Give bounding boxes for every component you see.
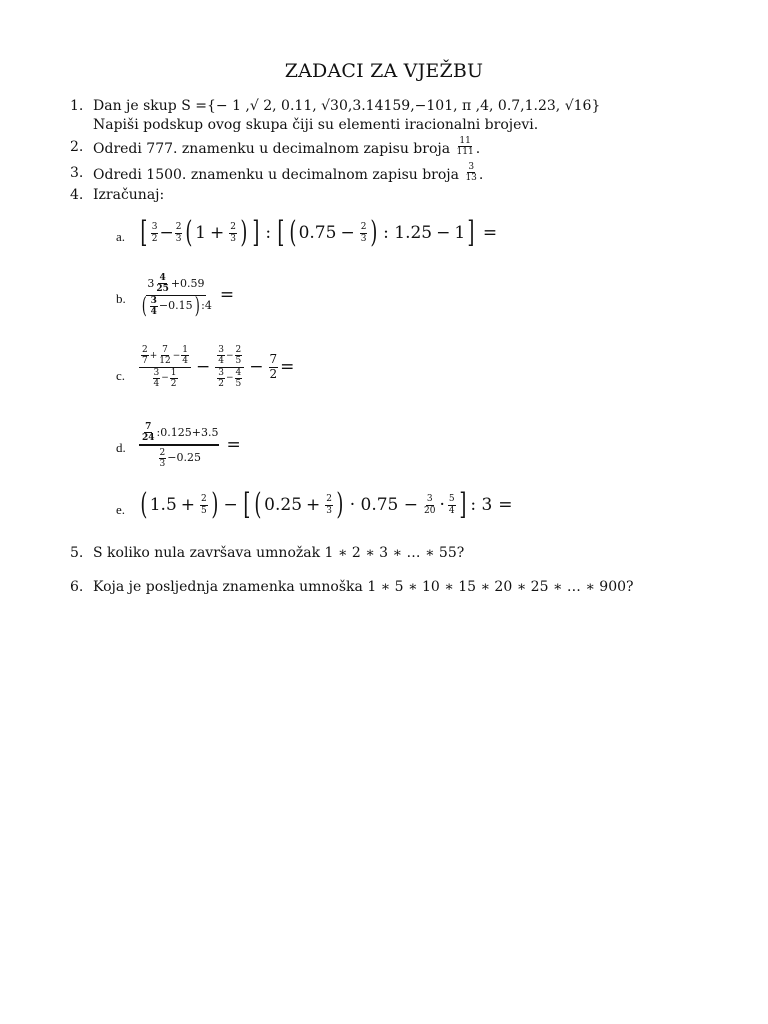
numerator-expression bbox=[140, 422, 218, 444]
subpart-label-b: b. bbox=[116, 291, 126, 306]
mixed-number bbox=[147, 273, 204, 295]
fraction bbox=[151, 222, 159, 244]
denominator: 7 bbox=[142, 356, 148, 367]
number: +0.59 bbox=[170, 276, 205, 290]
fraction bbox=[235, 368, 243, 390]
paren: ( bbox=[254, 487, 262, 522]
numerator: 2 bbox=[230, 222, 236, 233]
number: 0.25 bbox=[264, 495, 303, 515]
denominator: 2 bbox=[269, 366, 278, 381]
fraction bbox=[229, 222, 237, 244]
denominator: 4 bbox=[182, 356, 189, 367]
expression-e bbox=[138, 487, 513, 522]
problem-text: S koliko nula završava umnožak 1 ∗ 2 ∗ 3 ∗ … ∗ 55? bbox=[93, 545, 465, 561]
operator: − bbox=[249, 357, 264, 378]
fraction bbox=[325, 494, 333, 516]
denominator: 13 bbox=[465, 173, 477, 184]
problem-text bbox=[93, 97, 600, 115]
problem-number: 5. bbox=[70, 545, 84, 561]
numerator: 3 bbox=[150, 295, 157, 306]
numerator: 4 bbox=[235, 367, 242, 378]
fraction bbox=[139, 420, 219, 469]
denominator: 25 bbox=[156, 284, 169, 295]
expression-d bbox=[138, 420, 241, 469]
fraction bbox=[175, 222, 183, 244]
numerator: 3 bbox=[426, 494, 433, 505]
paren: ( bbox=[185, 215, 193, 250]
numerator: 5 bbox=[448, 494, 455, 505]
operator: − bbox=[196, 357, 211, 378]
problem-text bbox=[93, 138, 480, 160]
whole: 3 bbox=[147, 276, 155, 290]
problem-text: Koja je posljednja znamenka umnoška 1 ∗ 5 ∗ 10 ∗ 15 ∗ 20 ∗ 25 ∗ … ∗ 900? bbox=[93, 579, 634, 595]
equals: = bbox=[280, 357, 295, 378]
equals: = bbox=[219, 285, 235, 306]
denominator bbox=[157, 446, 202, 470]
numerator: 2 bbox=[159, 447, 166, 458]
problem-text-pre: Dan je skup S = bbox=[93, 98, 207, 114]
numerator: 2 bbox=[235, 345, 242, 355]
subpart-label-e: e. bbox=[116, 502, 126, 517]
page-title: ZADACI ZA VJEŽBU bbox=[284, 60, 484, 82]
bracket: [ bbox=[243, 487, 251, 522]
numerator: 7 bbox=[162, 345, 168, 355]
problem-text bbox=[93, 164, 483, 186]
fraction bbox=[141, 345, 149, 367]
subpart-label-a: a. bbox=[116, 229, 126, 244]
fraction bbox=[153, 368, 161, 390]
number: 1.5 bbox=[149, 495, 177, 515]
problem-text: Napiši podskup ovog skupa čiji su elementi iracionalni brojevi. bbox=[93, 117, 539, 133]
operator: − bbox=[340, 223, 355, 243]
denominator-expression: $\frac{3}{2}$ − $\frac{4}{5}$ bbox=[218, 367, 242, 390]
number: :0.125+3.5 bbox=[156, 425, 219, 439]
number: −0.15 bbox=[158, 299, 193, 313]
denominator: 5 bbox=[235, 356, 242, 367]
numerator: 2 bbox=[175, 222, 182, 233]
denominator: 20 bbox=[424, 505, 436, 516]
denominator: 3 bbox=[230, 233, 236, 244]
numerator: 3 bbox=[468, 162, 475, 172]
numerator-expression: $\frac{2}{7}$ + $\frac{7}{12}$ − $\frac{1}{4}$ bbox=[142, 345, 189, 367]
fraction bbox=[269, 353, 279, 382]
numerator bbox=[146, 273, 205, 296]
equals: = bbox=[226, 434, 241, 455]
numerator: 4 bbox=[159, 273, 166, 283]
problem-number: 4. bbox=[70, 187, 84, 203]
bracket: [ bbox=[140, 215, 148, 250]
bracket: ] bbox=[467, 215, 475, 250]
fraction bbox=[235, 345, 243, 367]
denominator: 3 bbox=[360, 233, 367, 244]
paren: ) bbox=[211, 487, 219, 522]
numerator: 7 bbox=[269, 351, 278, 366]
fraction bbox=[141, 422, 156, 444]
denominator: 4 bbox=[153, 379, 160, 390]
denominator: 4 bbox=[218, 356, 224, 367]
numerator: 1 bbox=[170, 367, 177, 378]
number: 1 bbox=[454, 223, 466, 243]
fraction bbox=[150, 296, 158, 318]
problem-number: 6. bbox=[70, 579, 84, 595]
denominator: 5 bbox=[235, 379, 242, 390]
fraction bbox=[159, 448, 167, 470]
problem-text-main: Odredi 1500. znamenku u decimalnom zapisu broja bbox=[93, 166, 459, 183]
denominator: 3 bbox=[326, 505, 332, 516]
numerator: 2 bbox=[201, 494, 207, 505]
number: : 1.25 bbox=[383, 223, 433, 243]
denominator-expression: $\frac{3}{4}$ − $\frac{1}{2}$ bbox=[153, 367, 177, 390]
compound-fraction bbox=[139, 345, 191, 389]
number: 0.75 bbox=[298, 223, 337, 243]
numerator bbox=[139, 420, 219, 446]
paren: ) bbox=[370, 215, 378, 250]
numerator: 3 bbox=[151, 222, 158, 233]
paren: ) bbox=[194, 293, 200, 319]
fraction bbox=[158, 345, 171, 367]
expression-c bbox=[138, 345, 294, 389]
numerator: 2 bbox=[142, 345, 148, 355]
numerator: 2 bbox=[360, 222, 367, 233]
numerator: 1 bbox=[182, 345, 189, 355]
number: · 0.75 − bbox=[349, 495, 419, 515]
number: 1 bbox=[195, 223, 206, 243]
period: . bbox=[475, 140, 481, 157]
operator: − bbox=[159, 223, 174, 243]
numerator-expression: $\frac{3}{4}$ − $\frac{2}{5}$ bbox=[218, 345, 242, 367]
numerator: 3 bbox=[218, 367, 224, 378]
denominator: 4 bbox=[150, 307, 157, 318]
denominator: 12 bbox=[159, 356, 171, 367]
expression-b bbox=[138, 273, 234, 318]
operator: : bbox=[265, 223, 272, 243]
paren: ( bbox=[289, 215, 297, 250]
fraction bbox=[170, 368, 178, 390]
fraction bbox=[181, 345, 189, 367]
fraction bbox=[217, 345, 225, 367]
equals: = bbox=[498, 495, 513, 515]
number: :4 bbox=[201, 299, 212, 313]
expression-a bbox=[138, 215, 498, 250]
numerator: 7 bbox=[145, 422, 152, 432]
operator: + bbox=[209, 223, 225, 243]
denominator: 2 bbox=[170, 379, 177, 390]
fraction bbox=[464, 162, 477, 184]
equals: = bbox=[482, 223, 498, 243]
period: . bbox=[478, 166, 484, 183]
denominator: 5 bbox=[201, 505, 207, 516]
fraction bbox=[139, 273, 213, 318]
number: : 3 bbox=[470, 495, 493, 515]
fraction bbox=[448, 494, 456, 516]
numerator bbox=[215, 345, 244, 368]
paren: ) bbox=[336, 487, 344, 522]
number: −0.25 bbox=[167, 451, 201, 465]
subpart-label-c: c. bbox=[116, 368, 126, 383]
denominator: 2 bbox=[218, 379, 224, 390]
problem-number: 2. bbox=[70, 139, 84, 155]
fraction bbox=[155, 273, 170, 295]
numerator: 3 bbox=[218, 345, 224, 355]
set-content: {− 1 ,√ 2, 0.11, √30,3.14159,−101, π ,4, 0.7,1.23, √16} bbox=[206, 98, 601, 114]
denominator bbox=[151, 368, 180, 390]
compound-fraction bbox=[215, 345, 244, 389]
fraction bbox=[456, 136, 475, 158]
numerator: 2 bbox=[326, 494, 332, 505]
bracket: ] bbox=[252, 215, 260, 250]
operator: · bbox=[439, 495, 445, 515]
problem-number: 3. bbox=[70, 165, 84, 181]
denominator: 3 bbox=[175, 233, 182, 244]
operator: − bbox=[223, 495, 238, 515]
numerator bbox=[139, 345, 191, 368]
denominator-expression bbox=[140, 293, 212, 319]
paren: ( bbox=[141, 293, 147, 319]
paren: ) bbox=[240, 215, 248, 250]
denominator: 3 bbox=[159, 459, 166, 470]
numerator: 11 bbox=[459, 136, 471, 146]
fraction bbox=[360, 222, 368, 244]
denominator bbox=[215, 368, 244, 390]
denominator-expression bbox=[158, 448, 201, 470]
paren: ( bbox=[140, 487, 148, 522]
denominator: 111 bbox=[456, 147, 474, 158]
denominator: 4 bbox=[448, 505, 455, 516]
problem-text: Izračunaj: bbox=[93, 187, 165, 203]
bracket: ] bbox=[458, 487, 466, 522]
denominator: 2 bbox=[151, 233, 158, 244]
subpart-label-d: d. bbox=[116, 440, 126, 455]
operator: + bbox=[180, 495, 196, 515]
denominator bbox=[139, 293, 213, 319]
fraction bbox=[217, 368, 225, 390]
bracket: [ bbox=[277, 215, 285, 250]
fraction bbox=[423, 494, 436, 516]
problem-text-main: Odredi 777. znamenku u decimalnom zapisu broja bbox=[93, 140, 451, 157]
problem-number: 1. bbox=[70, 98, 84, 114]
denominator: 24 bbox=[142, 433, 155, 444]
operator: − bbox=[436, 223, 451, 243]
operator: + bbox=[306, 495, 321, 515]
fraction bbox=[200, 494, 208, 516]
numerator: 3 bbox=[153, 367, 160, 378]
